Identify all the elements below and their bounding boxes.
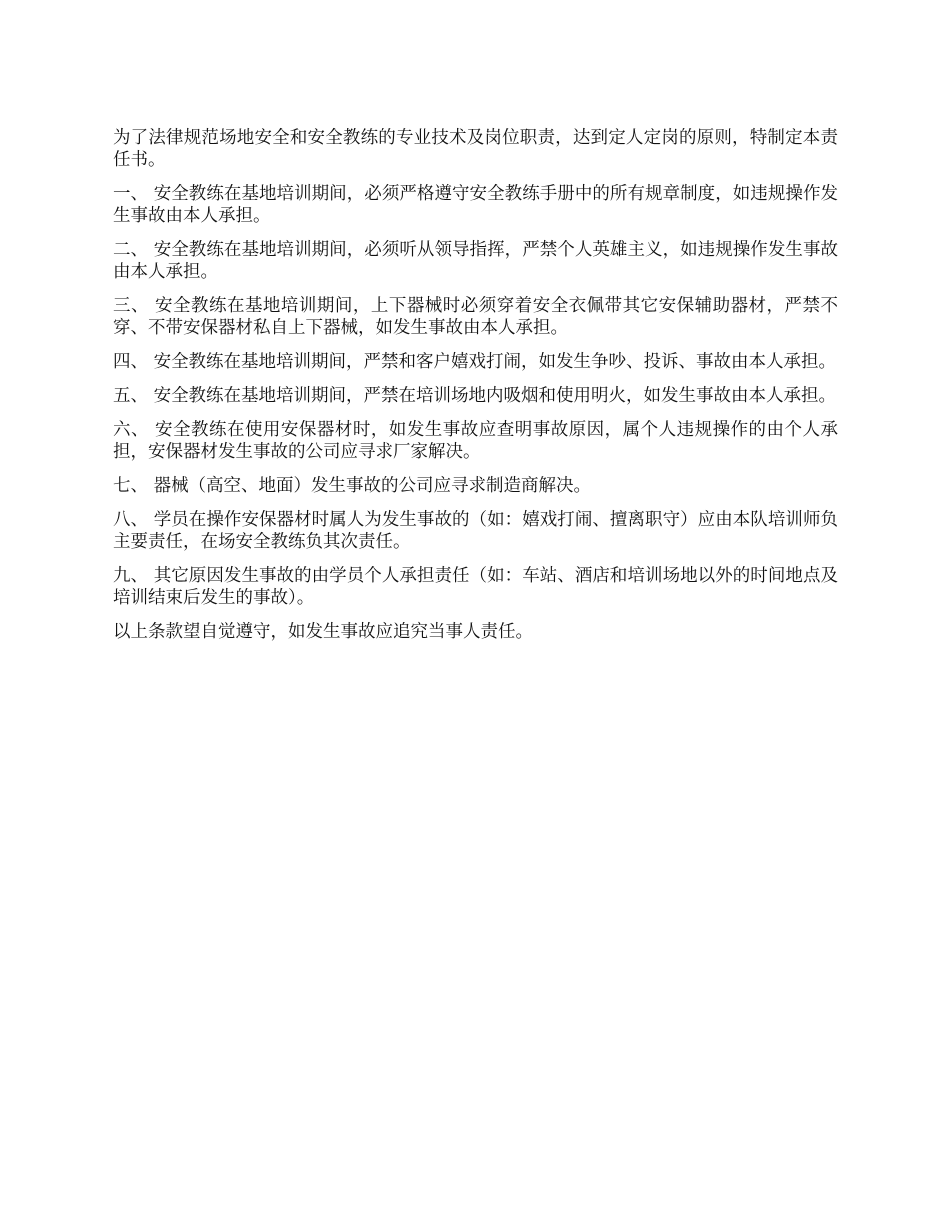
intro-paragraph: 为了法律规范场地安全和安全教练的专业技术及岗位职责，达到定人定岗的原则，特制定本责任书。 xyxy=(113,128,838,170)
clause-3: 三、 安全教练在基地培训期间，上下器械时必须穿着安全衣佩带其它安保辅助器材，严禁不穿、不带安保器材私自上下器械，如发生事故由本人承担。 xyxy=(113,296,838,338)
clause-1: 一、 安全教练在基地培训期间，必须严格遵守安全教练手册中的所有规章制度，如违规操作发生事故由本人承担。 xyxy=(113,184,838,226)
clause-7: 七、 器械（高空、地面）发生事故的公司应寻求制造商解决。 xyxy=(113,476,592,496)
clause-4: 四、 安全教练在基地培训期间，严禁和客户嬉戏打闹，如发生争吵、投诉、事故由本人承担。 xyxy=(113,352,837,372)
clause-2: 二、 安全教练在基地培训期间，必须听从领导指挥，严禁个人英雄主义，如违规操作发生事故由本人承担。 xyxy=(113,240,838,282)
clause-9: 九、 其它原因发生事故的由学员个人承担责任（如：车站、酒店和培训场地以外的时间地点及培训结束后发生的事故）。 xyxy=(113,566,838,608)
document-body xyxy=(113,127,838,655)
closing-paragraph: 以上条款望自觉遵守，如发生事故应追究当事人责任。 xyxy=(113,622,533,642)
clause-5: 五、 安全教练在基地培训期间，严禁在培训场地内吸烟和使用明火，如发生事故由本人承担。 xyxy=(113,386,837,406)
clause-6: 六、 安全教练在使用安保器材时，如发生事故应查明事故原因，属个人违规操作的由个人承担，安保器材发生事故的公司应寻求厂家解决。 xyxy=(113,420,838,462)
clause-8: 八、 学员在操作安保器材时属人为发生事故的（如：嬉戏打闹、擅离职守）应由本队培训师负主要责任，在场安全教练负其次责任。 xyxy=(113,510,838,552)
